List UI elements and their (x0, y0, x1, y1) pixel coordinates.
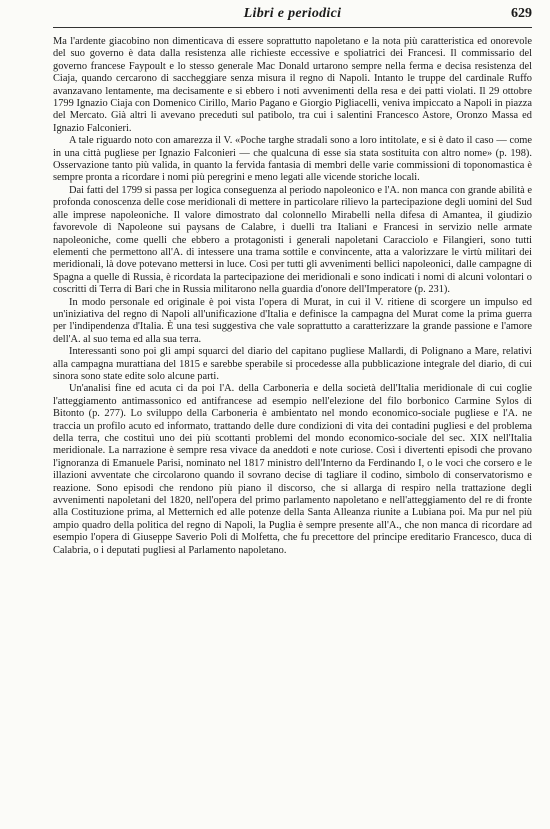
paragraph: Dai fatti del 1799 si passa per logica conseguenza al periodo napoleonico e l'A. non manca con grande abilità e profonda conoscenza delle cose meridionali di mettere in particolare rilievo la partecipazione degli uomini del Sud alle imprese napoleoniche. Il valore dimostrato dal colonnello Mirabelli nella difesa di Amantea, il giudizio favorevole di Napoleone sui paysans de Calabre, i duelli tra Italiani e Francesi in servizio nelle armate napoleoniche, come quelli che ebbero a protagonisti i generali napoletani Caracciolo e Filangieri, sono tutti elementi che permettono all'A. di intessere una trama sottile e convincente, atta a valorizzare le virtù militari dei meridionali, là dove potevano mettersi in luce. Così per tutti gli avvenimenti bellici napoleonici, dalle campagne di Spagna a quelle di Russia, è ricordata la partecipazione dei meridionali e sono indicati i nomi di alcuni volontari o coscritti di Terra di Bari che in Russia militarono nella guardia d'onore dell'Imperatore (p. 231). (53, 184, 532, 296)
running-header (53, 6, 532, 28)
page-number: 629 (511, 6, 532, 21)
running-title: Libri e periodici (243, 6, 342, 21)
paragraph: Interessanti sono poi gli ampi squarci del diario del capitano pugliese Mallardi, di Polignano a Mare, relativi alla campagna murattiana del 1815 e sarebbe sperabile si procedesse alla pubblicazione integrale del diario, di cui sinora sono state edite solo alcune parti. (53, 346, 532, 382)
paragraph: A tale riguardo noto con amarezza il V. «Poche targhe stradali sono a loro intitolate, e si è dato il caso — come in una città pugliese per Ignazio Falconieri — che qualcuna di esse sia stata sostituita con altro nome» (p. 198). Osservazione tanto più valida, in quanto la fervida fantasia di membri delle varie commissioni di toponomastica è sempre pronta a ricordare i nomi più peregrini e meno legati alle vicende storiche locali. (53, 135, 532, 184)
paragraph: Un'analisi fine ed acuta ci da poi l'A. della Carboneria e della società dell'Italia meridionale di cui coglie l'atteggiamento antimassonico ed antifrancese ad esempio nell'elezione del filo borbonico Carmine Sylos di Bitonto (p. 277). Lo sviluppo della Carboneria è ambientato nel mondo economico-sociale pugliese e l'A. ne traccia un profilo acuto ed informato, trattando delle dure condizioni di vita dei contadini pugliesi e del problema della terra, che costituì uno dei più scottanti problemi del mondo economico-sociale del sec. XIX nell'Italia meridionale. La narrazione è sempre resa vivace da aneddoti e note curiose. Così i divertenti episodi che provano l'ignoranza di Emanuele Parisi, nominato nel 1817 ministro dell'Interno da Ferdinando I, o le voci che corsero e le illazioni avventate che circolarono quando il sovrano decise di tagliare il codino, simbolo di conservatorismo e reazione. Sono episodi che rendono più piano il discorso, che si allarga di respiro nella trattazione degli avvenimenti napoletani del 1820, nell'opera del primo parlamento napoletano e nell'atteggiamento del re di fronte alla Costituzione prima, al Metternich ed alle potenze della Santa Alleanza riunite a Lubiana poi. Ma pur nel più ampio quadro della politica del regno di Napoli, la Puglia è sempre presente all'A., che non manca di ricordare ad esempio l'opera di Giuseppe Saverio Poli di Molfetta, che fu precettore del principe ereditario Francesco, duca di Calabria, o i deputati pugliesi al Parlamento napoletano. (53, 383, 532, 556)
paragraph: In modo personale ed originale è poi vista l'opera di Murat, in cui il V. ritiene di scorgere un impulso ed un'iniziativa del regno di Napoli all'unificazione d'Italia e definisce la campagna del Murat come la prima guerra per l'indipendenza d'Italia. È una tesi suggestiva che vale soprattutto a caratterizzare la grande passione e l'amore dell'A. al suo tema ed alla sua terra. (53, 296, 532, 345)
paragraph: Ma l'ardente giacobino non dimenticava di essere soprattutto napoletano e la nota più caratteristica ed onorevole del suo governo è data dalla resistenza alle richieste eccessive e spoliatrici dei Francesi. Il commissario del governo francese Faypoult e lo stesso generale Mac Donald urtarono sempre nella ferma e decisa resistenza del Ciaja, quando cercarono di saccheggiare senza misura il regno di Napoli. Intanto le truppe del cardinale Ruffo avanzavano lentamente, ma decisamente e si ebbero i noti avvenimenti della resa e dei patti violati. Il 29 ottobre 1799 Ignazio Ciaja con Domenico Cirillo, Mario Pagano e Giorgio Pigliacelli, veniva impiccato a Napoli in piazza del Mercato. Già altri li avevano preceduti sul patibolo, tra cui i salentini Francesco Astore, Oronzo Massa ed Ignazio Falconieri. (53, 36, 532, 134)
header-rule (53, 27, 532, 28)
body-text (53, 36, 532, 557)
